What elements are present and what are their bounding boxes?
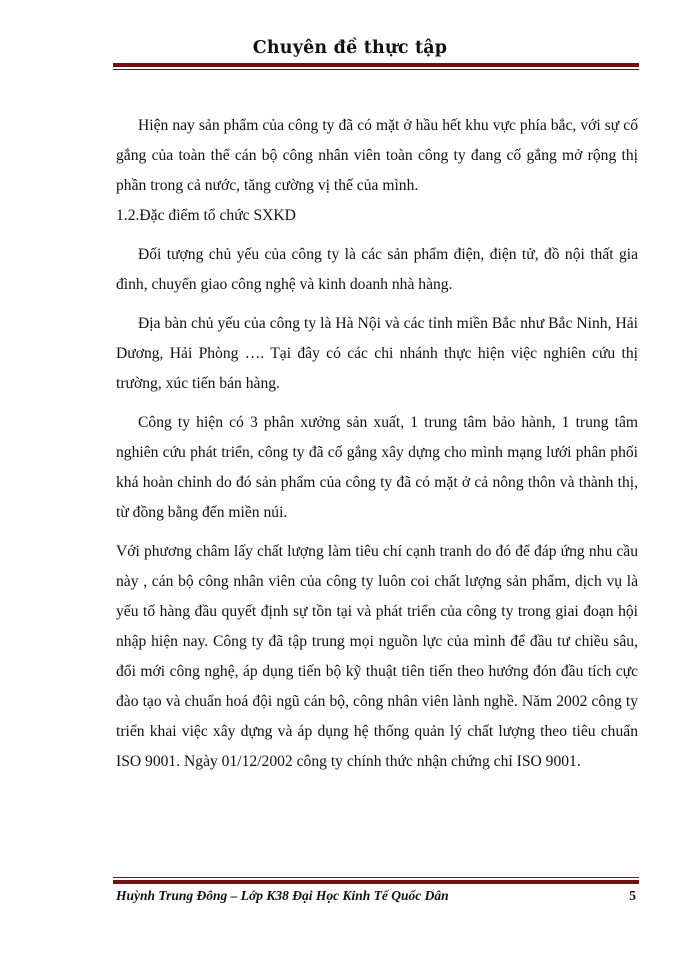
paragraph-1: Hiện nay sản phẩm của công ty đã có mặt ở hầu hết khu vực phía bắc, với sự cố gắng của toàn thể cán bộ công nhân viên toàn công ty đang cố gắng mở rộng thị phần trong cả nước, tăng cường vị thế của mình. bbox=[116, 117, 638, 194]
document-body bbox=[116, 111, 638, 777]
paragraph-5: Với phương châm lấy chất lượng làm tiêu chí cạnh tranh do đó để đáp ứng nhu cầu này , cán bộ công nhân viên của công ty luôn coi chất lượng sản phẩm, dịch vụ là yếu tố hàng đầu quyết định sự tồn tại và phát triển của công ty trong giai đoạn hội nhập hiện nay. Công ty đã tập trung mọi nguồn lực của mình để đầu tư chiều sâu, đổi mới công nghệ, áp dụng tiến bộ kỹ thuật tiên tiến theo hướng đón đầu tích cực đào tạo và chuẩn hoá đội ngũ cán bộ, công nhân viên lành nghề. Năm 2002 công ty triển khai việc xây dựng và áp dụng hệ thống quản lý chất lượng theo tiêu chuẩn ISO 9001. Ngày 01/12/2002 công ty chính thức nhận chứng chỉ ISO 9001. bbox=[116, 543, 638, 770]
footer-rule-thin bbox=[113, 877, 639, 878]
footer-author: Huỳnh Trung Đông – Lớp K38 Đại Học Kinh Tế Quốc Dân bbox=[116, 888, 449, 903]
paragraph-3: Địa bàn chủ yếu của công ty là Hà Nội và các tỉnh miền Bắc như Bắc Ninh, Hải Dương, Hải Phòng …. Tại đây có các chi nhánh thực hiện việc nghiên cứu thị trường, xúc tiến bán hàng. bbox=[116, 315, 638, 392]
section-heading: 1.2.Đặc điểm tổ chức SXKD bbox=[116, 207, 296, 224]
header-title: Chuyên đề thực tập bbox=[252, 38, 448, 58]
paragraph-2: Đối tượng chủ yếu của công ty là các sản phẩm điện, điện tử, đồ nội thất gia đình, chuyển giao công nghệ và kinh doanh nhà hàng. bbox=[116, 246, 638, 293]
header-rule-thick bbox=[113, 63, 639, 67]
paragraph-4: Công ty hiện có 3 phân xưởng sản xuất, 1 trung tâm bảo hành, 1 trung tâm nghiên cứu phát triển, công ty đã cố gắng xây dựng cho mình mạng lưới phân phối khá hoàn chỉnh do đó sản phẩm của công ty đã có mặt ở cả nông thôn và thành thị, từ đồng bằng đến miền núi. bbox=[116, 414, 638, 521]
page-number: 5 bbox=[629, 888, 636, 903]
header-rule-thin bbox=[113, 69, 639, 70]
footer-rule-thick bbox=[113, 880, 639, 884]
